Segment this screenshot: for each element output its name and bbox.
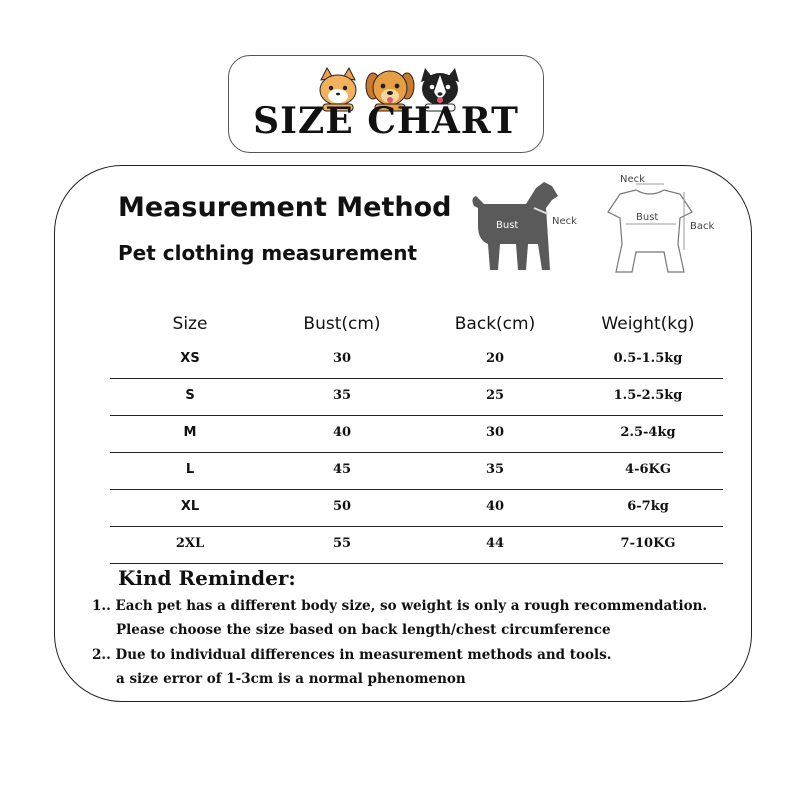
title-banner bbox=[228, 55, 544, 153]
header-weight: Weight(kg) bbox=[601, 314, 695, 334]
table-row bbox=[110, 526, 723, 564]
cell-size: XL bbox=[180, 499, 200, 514]
cell-weight: 7-10KG bbox=[620, 536, 676, 551]
reminder-line-3: 2.. Due to individual differences in measurement methods and tools. bbox=[92, 647, 612, 663]
reminder-line-2: Please choose the size based on back length/chest circumference bbox=[116, 622, 611, 638]
header-size: Size bbox=[172, 314, 208, 334]
cell-back: 20 bbox=[485, 351, 505, 366]
cell-size: M bbox=[183, 425, 197, 440]
cell-back: 30 bbox=[485, 425, 505, 440]
cell-size: S bbox=[185, 388, 195, 403]
cell-back: 25 bbox=[485, 388, 505, 403]
cell-size: 2XL bbox=[175, 536, 205, 551]
cell-weight: 1.5-2.5kg bbox=[613, 388, 683, 403]
shirt-back-label: Back bbox=[690, 221, 715, 232]
cell-size: L bbox=[185, 462, 195, 477]
dog-measurement-icon bbox=[466, 178, 586, 278]
cell-bust: 40 bbox=[332, 425, 352, 440]
cell-bust: 35 bbox=[332, 388, 352, 403]
table-row bbox=[110, 378, 723, 416]
header-bust: Bust(cm) bbox=[303, 314, 381, 334]
dog-bust-label: Bust bbox=[496, 220, 519, 231]
table-row bbox=[110, 489, 723, 527]
dog-back-label: Back bbox=[494, 194, 519, 205]
cell-weight: 2.5-4kg bbox=[620, 425, 676, 440]
cell-bust: 50 bbox=[332, 499, 352, 514]
cell-weight: 4-6KG bbox=[625, 462, 671, 477]
shirt-measurement-icon bbox=[580, 172, 720, 277]
cell-weight: 0.5-1.5kg bbox=[613, 351, 683, 366]
shirt-bust-label: Bust bbox=[636, 212, 659, 223]
reminder-line-4: a size error of 1-3cm is a normal phenomenon bbox=[116, 671, 466, 687]
cell-bust: 55 bbox=[332, 536, 352, 551]
cell-back: 40 bbox=[485, 499, 505, 514]
cell-bust: 30 bbox=[332, 351, 352, 366]
shirt-neck-label: Neck bbox=[620, 174, 645, 185]
reminder-line-1: 1.. Each pet has a different body size, so weight is only a rough recommendation. bbox=[92, 598, 708, 614]
cell-bust: 45 bbox=[332, 462, 352, 477]
section-subheading: Pet clothing measurement bbox=[118, 241, 418, 265]
cell-weight: 6-7kg bbox=[627, 499, 669, 514]
reminder-title: Kind Reminder: bbox=[118, 566, 296, 590]
cell-size: XS bbox=[180, 351, 200, 366]
table-row bbox=[110, 341, 723, 379]
cell-back: 35 bbox=[485, 462, 505, 477]
table-row bbox=[110, 452, 723, 490]
header-back: Back(cm) bbox=[454, 314, 536, 334]
table-row bbox=[110, 415, 723, 453]
page-title: SIZE CHART bbox=[253, 100, 519, 142]
cell-back: 44 bbox=[485, 536, 505, 551]
dog-neck-label: Neck bbox=[552, 216, 577, 227]
section-heading: Measurement Method bbox=[118, 192, 452, 223]
